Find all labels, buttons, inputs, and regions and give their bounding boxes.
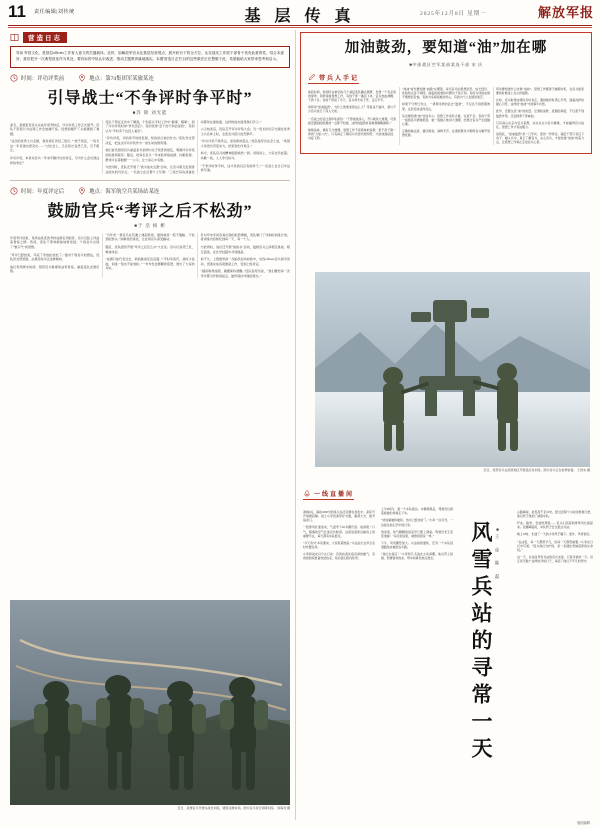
right-photo-caption: 近日，某部官兵在高原地区开展适应性训练。图为官兵正在检修装备。 王秋实 摄: [483, 468, 590, 472]
location-pin-icon: [78, 187, 86, 195]
paragraph: 山路崎岖，能见度不足10米。经过近两个小时的艰难行驶，他们终于找到了被困车队。: [517, 509, 593, 519]
paragraph: 年度考评结束，某场站某连的考核成绩名列前茅，官兵们脸上洋溢着喜悦之情。然而，连队干部却敏锐地察觉到，个别官兵出现了“歇口气”的思想。: [10, 235, 100, 249]
column-divider: [295, 30, 296, 820]
article1-byline: ■苏 锦 刘光能: [132, 109, 168, 115]
equipment-photo: [315, 272, 590, 467]
live-tag: [303, 489, 354, 500]
paragraph: 一名战士的话让我印象深刻：“干部找我谈心，开口就是大道理，可我最近遇到的困难他一点都不知道，这样的鼓劲听着就像隔靴搔痒。”: [308, 116, 397, 125]
pen-icon: [308, 73, 316, 81]
left-photo-block: [10, 600, 290, 811]
article2-body: [10, 233, 290, 279]
paragraph: “评功评奖，评的是平时的表现，奖的是日常的付出。”连队党支部决定，把这次评功评奖作为一堂生动的教育课。: [105, 136, 195, 145]
feature-tag-label: 带兵人手记: [319, 75, 360, 82]
feature-body: [308, 87, 584, 145]
paragraph: 正确的做法是，循序渐进、润物无声，在潜移默化中帮助官兵解开思想疙瘩。: [402, 129, 490, 138]
paragraph: “这次的优秀士兵名额，我觉得应该给三班长。”“我不同意，一班长这一年表现也很突出……”讨论会上，几名班长各抒己见，互不相让。: [10, 139, 100, 153]
lead-box: [10, 46, 290, 68]
feature-box: [300, 32, 592, 154]
footer-note: 版面编辑: [577, 821, 590, 825]
feature-tag: [308, 73, 359, 84]
paragraph: 只有真心实意为官兵着想，实实在在为官兵解难，才能赢得官兵信任，思想工作才有说服力。: [496, 120, 584, 129]
live-section: [303, 484, 593, 824]
paragraph: 小李和战友们分头行动：有的检查住宿房间的暖气，有的到厨房准备热饭热菜，有的清扫院内积雪。: [303, 552, 375, 561]
training-photo: [10, 600, 290, 805]
article2-place-label: 地点：海军航空兵某场站某连: [89, 188, 160, 195]
feature-byline: ■中部战区空军某部某连干部 宋 庆: [409, 61, 483, 67]
photo-graphic: [315, 272, 590, 467]
clock-icon: [10, 74, 18, 82]
article2-byline: ■于 浩 杨 彬: [134, 222, 166, 228]
paragraph: 随后，连队组织开展“考评之后怎么办”大讨论。官兵们各抒己见，畅谈体会。: [105, 244, 195, 254]
paragraph: 其次要知道“油”该加多少。思想工作讲究火候，过犹不及。有的干部一看到官兵情绪低落，就一股脑儿地讲大道理，结果让官兵产生抵触心理。: [402, 113, 490, 127]
paragraph: 他们首先组织官兵重温条令条例中关于奖惩的规定，明确评功评奖的标准和程序；随后，把每名官兵一年来的训练成绩、执勤表现、群众评议等数据一一公示，让大家心中有数。: [105, 148, 195, 162]
paragraph: “考评已经结束，年底了该放松放松了。”面对个别官兵的想法，连队党支部感到，必须及时纠正这种倾向。: [10, 252, 100, 262]
live-body-left: [303, 507, 453, 827]
paragraph: 深冬，某旅某连官兵完成年度考核后，评功评奖工作正式展开。连队干部原以为这项工作会波澜不惊，没想到刚开了头就遇到了难题。: [10, 122, 100, 136]
paragraph: “越是取得成绩，越要保持清醒。”连队指导员说，“我们要把每一次考评都当作新的起点，始终保持冲锋的姿态。”: [200, 269, 290, 278]
paragraph: 此外，还要注意“油”的质量。空洞的说教、虚假的承诺，不仅起不到鼓劲作用，还会损害干部威信。: [496, 109, 584, 118]
photo-graphic: [10, 600, 290, 805]
section-label: 营造日志: [23, 32, 67, 43]
microphone-icon: [303, 490, 311, 498]
article1-time: [10, 74, 64, 82]
paragraph: 细细品味，确有几分道理。思想工作不是简单的说教，更不是千篇一律的“万能公式”。只有真正了解官兵所思所想所盼，才能找准症结、对症下药。: [308, 127, 396, 141]
paragraph: 针对岁末年初容易出现的松劲情绪，连队制订了详细的训练计划，将训练内容细化到每一天、每一个人。: [200, 232, 290, 242]
paragraph: 下午，风雪骤然加大。兵站接到通知，还有一个车队因道路结冰被困在半路。: [381, 540, 453, 550]
paragraph: 与此同时，他们还开展“挑战书”活动，鼓励官兵之间相互挑战、相互促进，在比学赶超中共同提高。: [200, 244, 290, 254]
paragraph: 他们利用周末时间，组织官兵参观场站荣誉室，重温连队发展历程。: [10, 264, 100, 274]
paragraph: 同样是“加油鼓劲”，为什么效果差别这么大？带着这个疑问，我与不少官兵进行了深入交谈。: [308, 105, 396, 114]
editor-credit: 责任编辑|刘传统: [34, 9, 75, 15]
article2-headline: 鼓励官兵“考评之后不松劲”: [47, 202, 253, 220]
paragraph: 公示结束后，连队召开评功评奖大会。当一班长的名字出现在优秀士兵名单上时，全连官兵报以热烈掌声。: [200, 127, 290, 136]
section-header-diary: [10, 32, 290, 43]
left-photo-caption: 近日，某旅官兵开展实战化训练，锤炼过硬本领。图为官兵进行索降训练。 徐海涛 摄: [177, 806, 290, 810]
article-divider: [10, 180, 290, 181]
paragraph: 晚上10时，忙碌了一天的小李终于躺下。窗外，风雪依旧。: [517, 532, 593, 537]
live-tag-label: 一线直播间: [314, 492, 355, 498]
right-photo-block: [315, 272, 590, 473]
paragraph: 评功评奖，本是对官兵一年来辛勤付出的肯定，可为什么会出现这样的争论？: [10, 156, 100, 165]
page-title: 基 层 传 真: [244, 8, 356, 25]
clock-icon: [10, 187, 18, 195]
paragraph: “我们去接应！”小李和几名战友主动请缨。他们带上铁锹、防滑链和热水，驾车向事发地点驶去。: [381, 552, 453, 561]
paragraph: “不争评时争平时，这才是我们应有的样子。”一名战士在日记中这样写道。: [200, 163, 290, 173]
paragraph: 说到底，“加油鼓劲”是一门学问，更是一份责任。基层干部只有沉下身子、融入兵中，真正了解官兵、关心官兵，才能找准“加油”的着力点，让思想工作真正走进官兵心里。: [496, 132, 584, 145]
live-byline: ■王 彦 陈 磊: [495, 527, 501, 581]
article1-body: [10, 120, 290, 175]
paragraph: 如今，连队官兵的精神面貌焕然一新。训练场上，大家比学赶超；执勤一线，人人争当标兵。: [200, 151, 290, 161]
paragraph: 前不久，上级组织的一次临机拉动检验中，该连officers官兵闻令而动，迅速完成各项准备工作，受到上级肯定。: [200, 257, 290, 266]
masthead: [0, 0, 600, 26]
article2-time-label: 时间：年度评定后: [21, 188, 65, 195]
article1-headline: 引导战士“不争评时争平时”: [47, 89, 253, 107]
publication-date: 2025年12月8日 星期一: [420, 11, 487, 17]
article2-meta: [10, 187, 290, 195]
paragraph: “当年老一辈官兵在荒滩上建起机场，靠的就是一股不服输、不松劲的劲头。”讲解员的讲述，让在场官兵深受触动。: [105, 232, 195, 242]
live-body-right: [517, 507, 593, 827]
paragraph: “评功评奖不是终点，而是新的起点。”连队指导员在会上说，“希望大家把功劳变动力，把荣誉化作责任。”: [200, 139, 290, 148]
newspaper-logo: 解放军报: [537, 5, 594, 20]
article1-meta: [10, 74, 290, 82]
live-headline: 风雪兵站的寻常一天: [469, 521, 494, 764]
paragraph: 前段时间，我到所在单位的几个基层连队蹲点调研，发现一个有意思的现象：同样是做思想工作，有的干部一番话下来，官兵热血沸腾、干劲十足；有的干部说了半天，官兵却无动于衷、反应平平。: [308, 89, 396, 103]
article1-place: [78, 74, 154, 82]
left-column: [10, 32, 290, 278]
article2-place: [78, 187, 159, 195]
paragraph: 食堂里，热气腾腾的饭菜早已摆上餐桌。驾驶员老王连连道谢：“每次到这里，就像回到家一样。”: [381, 529, 453, 538]
book-icon: [10, 33, 19, 42]
location-pin-icon: [78, 74, 86, 82]
feature-headline: 加油鼓劲，要知道“油”加在哪: [344, 40, 548, 56]
paragraph: 清晨6点，海拔4500米的某兵站还沉睡在夜色中，起床号声划破寂静。战士小李迅速穿好衣服，裹紧大衣，推开宿舍门。: [303, 509, 375, 523]
paragraph: “快进屋暖和暖和，热水已经烧好了。”小李一边引导，一边接过他们手中的行李。: [381, 518, 453, 527]
paragraph: “成绩只能代表过去，新的挑战还在后面。”“平时多流汗，战时少流血，训练一刻也不能放松。”一句句发自肺腑的话语，道出了大家的共识。: [105, 257, 195, 271]
paragraph: “在这里，每一天都很平凡，但每一天都很重要。”小李在日记中写道，“因为我们守护的，是一条通往雪域高原的生命线。”: [517, 539, 593, 552]
article1-time-label: 时间：评功评奖前: [21, 75, 65, 82]
paragraph: 连队干部在走访中了解到，个别官兵平时工作中“躲事、避事”，到了评功评奖时却“争先恐后”。有的觉得“会干的不如会说的”，有的认为“平时多干也没人看见”。: [105, 119, 195, 133]
page-number: 11: [8, 2, 26, 21]
article1-place-label: 地点：第74集团军某旅某连: [89, 75, 154, 82]
header-divider: [8, 25, 592, 26]
paragraph: 比如，官兵取得成绩时及时肯定，遇到挫折时悉心开导，面临选择时耐心引导，这样的“加油”才能事半功倍。: [496, 98, 584, 107]
article2-time: [10, 187, 64, 195]
right-column: [300, 32, 592, 154]
paragraph: 一股寒风扑面而来，气温零下20多摄氏度。他深吸一口气，稀薄的空气让他有些眩晕。这里是高原运输线上的重要节点，每天都有车队经过。: [303, 525, 375, 538]
paragraph: 上午9时许，第一个车队抵达。车辆停稳后，驾驶员们拖着疲惫的身躯走下车。: [381, 507, 453, 516]
live-headline-block: [459, 507, 511, 827]
paragraph: 铲冰、除雪、安装防滑链……官兵们顶着刺骨寒风忙碌起来。夜幕降临时，车队终于安全抵达兵站。: [517, 521, 593, 530]
paragraph: “加油”首先要知道“油箱”在哪里。每名官兵的思想状况、成长经历、性格特点各不相同，面临的困难和问题也千差万别。有的为训练成绩不理想而苦恼，有的为家庭困难而忧心，有的为个人发展而迷茫。: [402, 86, 490, 100]
lead-text: 导读 军营文化，是基层officers工作育人意义的关键载体。近时，如解放军官兵比基层经营观点，展开砖台下的全方位，从实战实工作抓干部骨干具有此重的性，结合本意旨，我们把开一次典型营连作为具处，要有标的中队认识改进，推动主题教育落地落实。本期'营造日志'栏目的这些做法正在想做于此，希望能给大家带来思考和启示。: [16, 51, 284, 61]
paragraph: 再次要知道什么时候“加油”。思想工作要善于捕捉时机，在官兵最需要的时候送上关心和鼓励。: [496, 86, 584, 96]
paragraph: 如果不分青红皂白，一律用同样的话去“鼓劲”，不仅达不到预期效果，反而可能适得其反。: [402, 102, 490, 111]
paragraph: “今天有3个车队要来，大家抓紧准备。”兵站站长在早点名时布置任务。: [303, 540, 375, 550]
paragraph: 这一天，对这座风雪兵站的官兵来说，只是寻常的一天。但正是无数个这样的寻常日子，串起了他们不平凡的坚守。: [517, 555, 593, 564]
header-divider-thin: [8, 27, 592, 28]
paragraph: 与此同时，连队还开展了“我为战友点赞”活动，让官兵相互发现身边战友的闪光点。一名战士在点赞卡上写道：“三班长每次战备拉动都冲在最前面，这样的战友值得我们学习。”: [105, 119, 262, 174]
